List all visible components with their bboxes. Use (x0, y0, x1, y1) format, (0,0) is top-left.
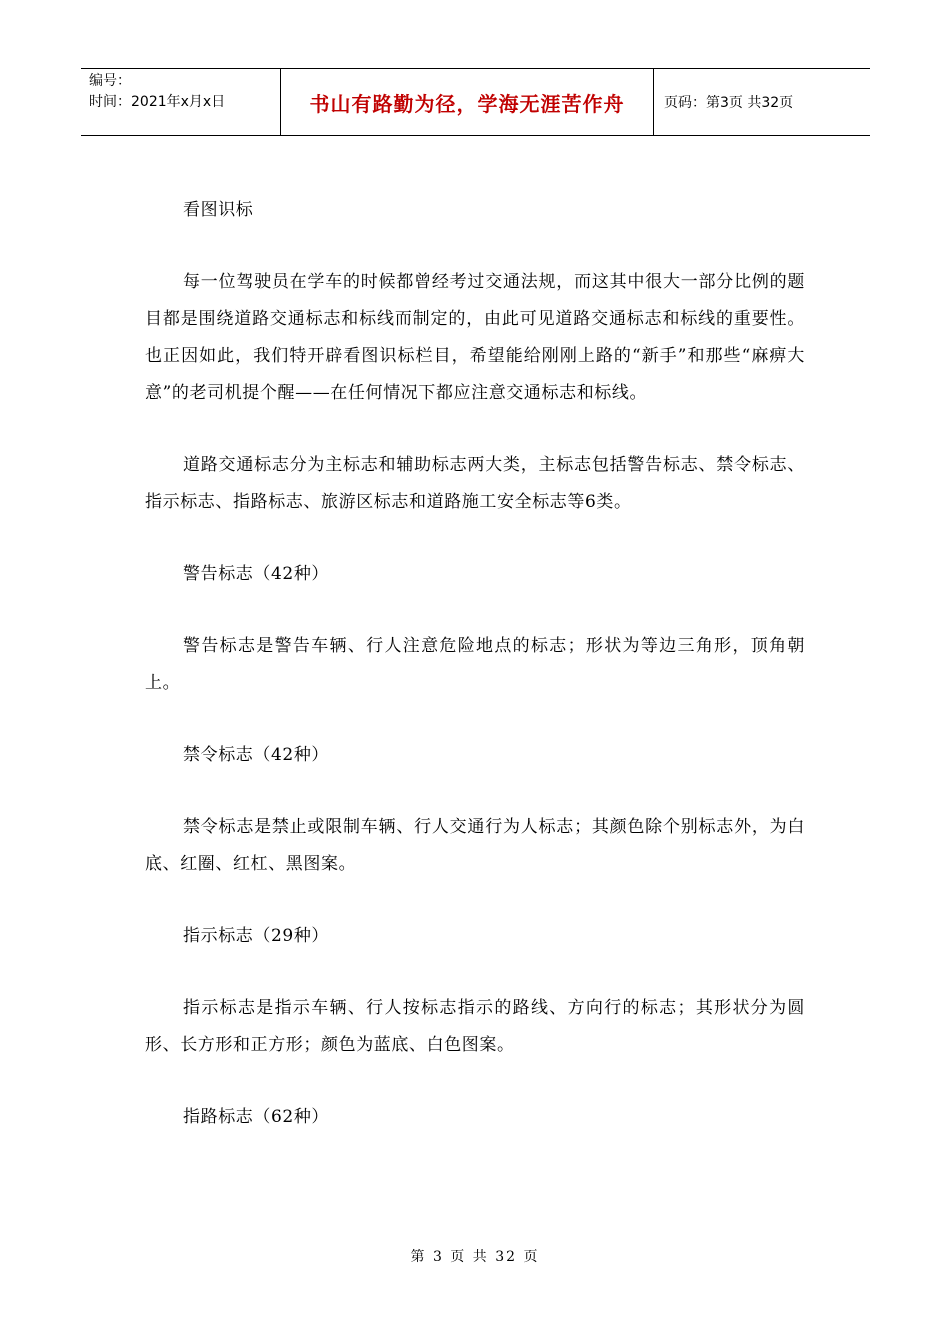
intro-paragraph: 每一位驾驶员在学车的时候都曾经考过交通法规，而这其中很大一部分比例的题目都是围绕道路交通标志和标线而制定的，由此可见道路交通标志和标线的重要性。也正因如此，我们特开辟看图识标栏目，希望能给刚刚上路的“新手”和那些“麻痹大意”的老司机提个醒——在任何情况下都应注意交通标志和标线。 (145, 272, 805, 403)
page-header (81, 68, 870, 136)
section-title: 看图识标 (183, 200, 254, 220)
header-meta (81, 69, 281, 135)
classification-paragraph: 道路交通标志分为主标志和辅助标志两大类，主标志包括警告标志、禁令标志、指示标志、指路标志、旅游区标志和道路施工安全标志等6类。 (145, 455, 805, 512)
prohibition-signs-paragraph: 禁令标志是禁止或限制车辆、行人交通行为人标志；其颜色除个别标志外，为白底、红圈、红杠、黑图案。 (145, 817, 805, 874)
warning-signs-heading: 警告标志（42种） (183, 564, 330, 584)
document-body (145, 192, 805, 1171)
indication-signs-heading: 指示标志（29种） (183, 926, 330, 946)
header-page-info: 页码：第3页 共32页 (664, 95, 794, 111)
guide-signs-heading: 指路标志（62种） (183, 1107, 330, 1127)
indication-signs-paragraph: 指示标志是指示车辆、行人按标志指示的路线、方向行的标志；其形状分为圆形、长方形和正方形；颜色为蓝底、白色图案。 (145, 998, 805, 1055)
document-date: 时间：2021年x月x日 (89, 94, 226, 110)
prohibition-signs-heading: 禁令标志（42种） (183, 745, 330, 765)
page-footer: 第 3 页 共 32 页 (410, 1249, 540, 1265)
document-number-label: 编号： (89, 73, 131, 89)
warning-signs-paragraph: 警告标志是警告车辆、行人注意危险地点的标志；形状为等边三角形，顶角朝上。 (145, 636, 805, 693)
header-motto: 书山有路勤为径，学海无涯苦作舟 (281, 69, 654, 135)
